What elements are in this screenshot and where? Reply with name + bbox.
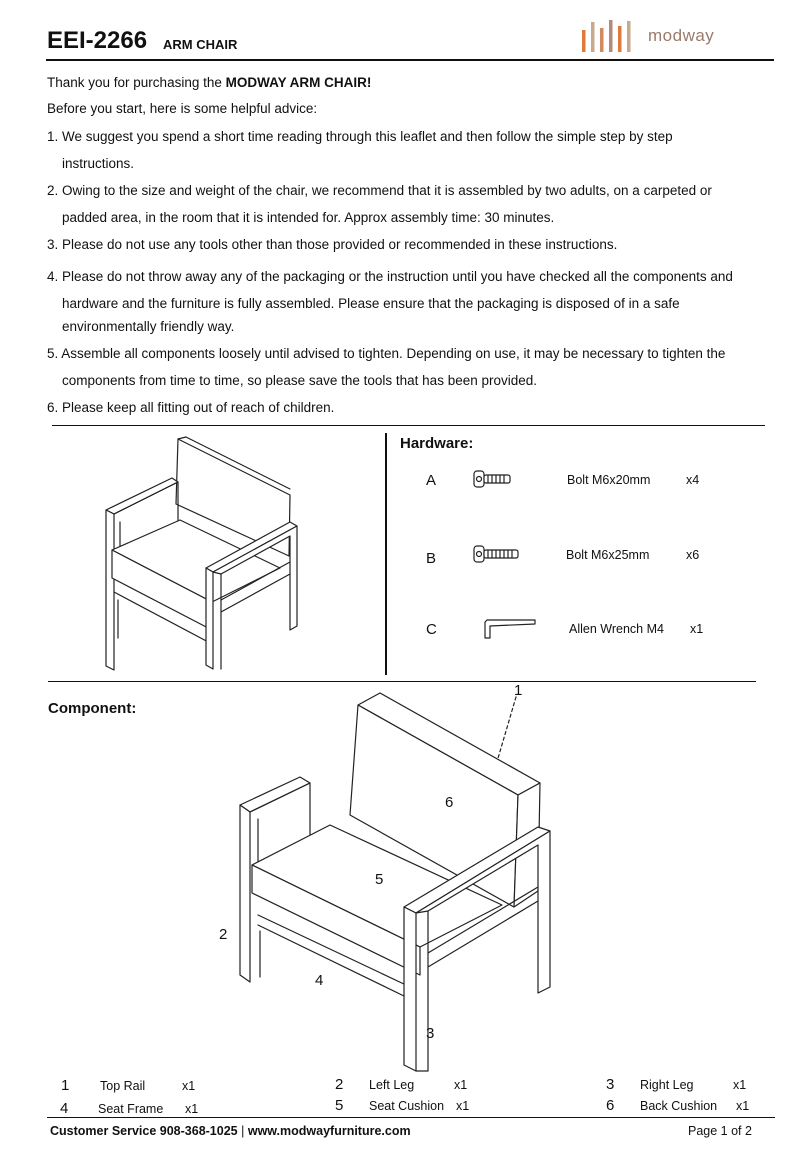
hardware-name-a: Bolt M6x20mm — [567, 473, 651, 487]
section-divider-vertical — [385, 433, 387, 675]
logo-bar — [591, 22, 595, 52]
website-link[interactable]: www.modwayfurniture.com — [247, 1124, 411, 1138]
instruction-2: 2. Owing to the size and weight of the chair, we recommend that it is assembled by two adults, on a carpeted or — [47, 183, 712, 198]
part-number: 1 — [61, 1077, 70, 1094]
part-name: Top Rail — [100, 1079, 146, 1093]
instruction-4-cont2: environmentally friendly way. — [62, 319, 235, 334]
instruction-4-cont: hardware and the furniture is fully assembled. Please ensure that the packaging is disposed of in a safe — [62, 296, 680, 311]
logo-bar — [600, 28, 604, 52]
instruction-5-cont: components from time to time, so please save the tools that has been provided. — [62, 373, 538, 388]
hardware-qty-b: x6 — [686, 548, 700, 562]
chair-exploded-illustration — [230, 685, 560, 1080]
bolt-long-icon — [472, 545, 522, 563]
thanks-suffix: ! — [366, 75, 372, 90]
callout-3: 3 — [426, 1025, 435, 1042]
part-qty: x1 — [456, 1099, 470, 1113]
instruction-3: 3. Please do not use any tools other than those provided or recommended in these instructions. — [47, 237, 618, 252]
part-qty: x1 — [454, 1078, 468, 1092]
hardware-name-b: Bolt M6x25mm — [566, 548, 650, 562]
hardware-letter-b: B — [426, 550, 437, 567]
product-name: ARM CHAIR — [163, 37, 238, 52]
hardware-qty-a: x4 — [686, 473, 700, 487]
logo-bar — [609, 20, 613, 52]
component-title: Component: — [48, 700, 137, 717]
logo-bar — [618, 26, 622, 52]
thanks-product: MODWAY ARM CHAIR — [225, 75, 367, 90]
footer-rule — [47, 1117, 775, 1118]
thanks-line — [47, 75, 371, 90]
callout-2: 2 — [219, 926, 228, 943]
hardware-letter-c: C — [426, 621, 437, 638]
header-rule — [46, 59, 774, 61]
callout-6: 6 — [445, 794, 454, 811]
footer-separator: | — [241, 1124, 245, 1138]
bolt-short-icon — [472, 470, 514, 488]
part-name: Seat Frame — [98, 1102, 164, 1116]
part-number: 4 — [60, 1100, 69, 1117]
hardware-qty-c: x1 — [690, 622, 704, 636]
part-number: 5 — [335, 1097, 344, 1114]
instruction-5: 5. Assemble all components loosely until advised to tighten. Depending on use, it may be necessary to tighten the — [47, 346, 726, 361]
part-number: 3 — [606, 1076, 615, 1093]
part-number: 6 — [606, 1097, 615, 1114]
chair-preview-illustration — [100, 432, 305, 677]
part-name: Seat Cushion — [369, 1099, 445, 1113]
advice-line: Before you start, here is some helpful advice: — [47, 101, 318, 116]
callout-4: 4 — [315, 972, 324, 989]
brand-name: modway — [648, 26, 715, 45]
instruction-2-cont: padded area, in the room that it is intended for. Approx assembly time: 30 minutes. — [62, 210, 555, 225]
logo-bar — [582, 30, 586, 52]
section-rule-top — [52, 425, 765, 426]
instruction-1: 1. We suggest you spend a short time reading through this leaflet and then follow the simple step by step — [47, 129, 673, 144]
part-qty: x1 — [182, 1079, 196, 1093]
hardware-name-c: Allen Wrench M4 — [569, 622, 664, 636]
instruction-4: 4. Please do not throw away any of the packaging or the instruction until you have checked all the components and — [47, 269, 733, 284]
hardware-title: Hardware: — [400, 435, 474, 452]
part-name: Right Leg — [640, 1078, 694, 1092]
callout-1: 1 — [514, 682, 523, 699]
callout-5: 5 — [375, 871, 384, 888]
thanks-prefix: Thank you for purchasing the — [47, 75, 226, 90]
instruction-6: 6. Please keep all fitting out of reach of children. — [47, 400, 335, 415]
part-name: Left Leg — [369, 1078, 415, 1092]
section-rule-middle — [48, 681, 756, 682]
part-qty: x1 — [733, 1078, 747, 1092]
brand-logo-icon — [580, 18, 640, 54]
part-name: Back Cushion — [640, 1099, 718, 1113]
hardware-letter-a: A — [426, 472, 437, 489]
page-number: Page 1 of 2 — [688, 1124, 752, 1138]
model-number: EEI-2266 — [47, 27, 148, 54]
allen-wrench-icon — [483, 618, 538, 642]
part-qty: x1 — [185, 1102, 199, 1116]
logo-bar — [627, 21, 631, 52]
part-number: 2 — [335, 1076, 344, 1093]
instruction-1-cont: instructions. — [62, 156, 135, 171]
footer-contact — [50, 1124, 411, 1138]
part-qty: x1 — [736, 1099, 750, 1113]
customer-service: Customer Service 908-368-1025 — [50, 1124, 238, 1138]
